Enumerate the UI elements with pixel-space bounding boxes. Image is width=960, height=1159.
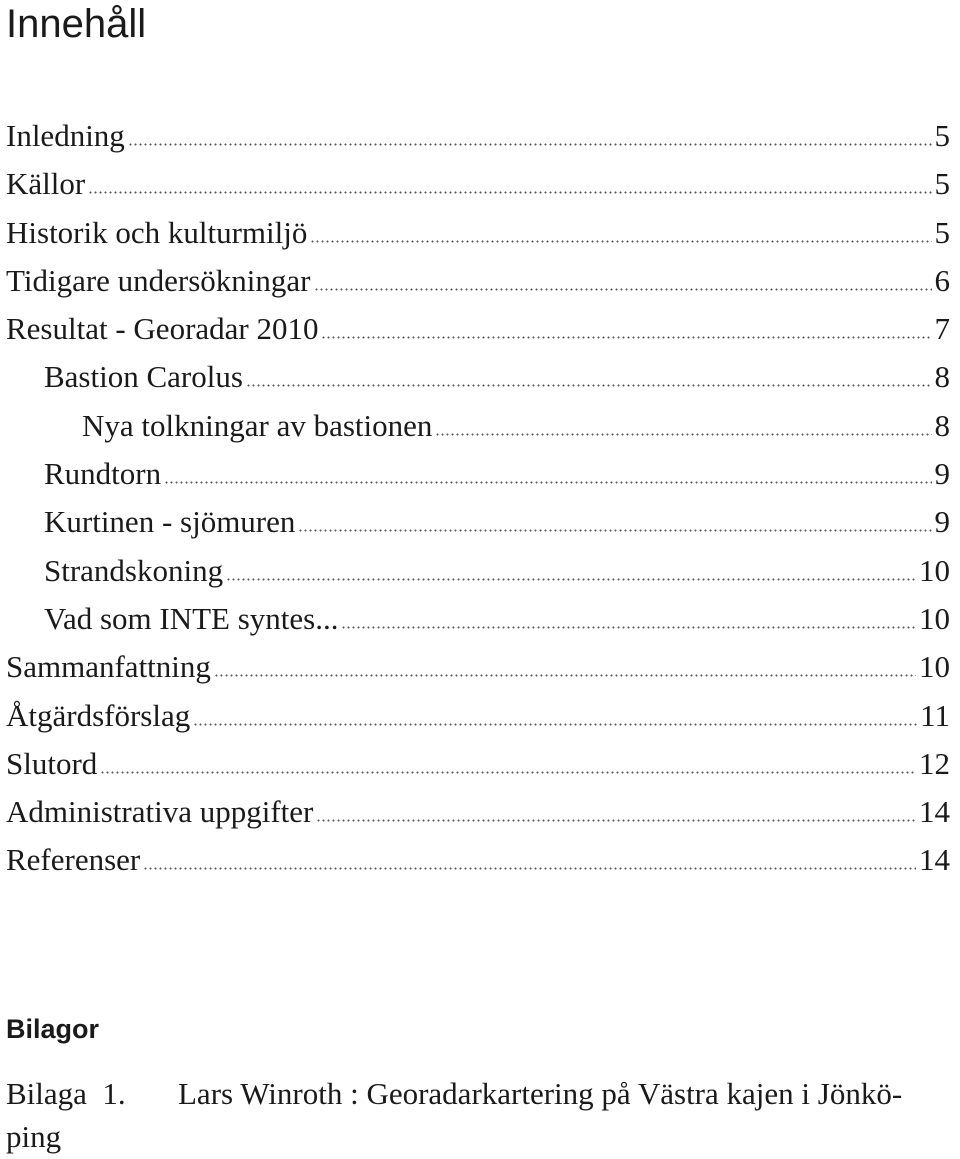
appendix-heading: Bilagor <box>6 1014 100 1044</box>
toc-page-number: 5 <box>934 118 950 153</box>
toc-entry[interactable] <box>6 215 950 263</box>
toc-entry[interactable] <box>6 359 950 407</box>
toc-page-number: 14 <box>919 842 950 878</box>
toc-page-number: 10 <box>919 600 950 636</box>
toc-entry-label: Tidigare undersökningar <box>6 262 311 298</box>
toc-entry[interactable] <box>6 311 950 359</box>
toc-entry-label: Nya tolkningar av bastionen <box>82 407 433 443</box>
toc-entry-label: Vad som INTE syntes... <box>44 600 339 636</box>
toc-dot-leader <box>310 240 931 243</box>
toc-entry-label: Rundtorn <box>44 456 162 492</box>
toc-page-number: 10 <box>919 649 950 685</box>
toc-dot-leader <box>100 771 916 774</box>
toc-dot-leader <box>193 723 917 726</box>
table-of-contents <box>6 118 950 891</box>
toc-page-number: 11 <box>920 697 950 733</box>
toc-dot-leader <box>88 191 931 194</box>
toc-dot-leader <box>226 578 916 581</box>
toc-entry[interactable] <box>6 118 950 166</box>
toc-dot-leader <box>435 433 931 436</box>
toc-entry-label: Källor <box>6 166 86 202</box>
toc-entry-label: Åtgärdsförslag <box>6 697 191 733</box>
toc-entry[interactable] <box>6 263 950 311</box>
toc-page-number: 9 <box>934 504 950 540</box>
toc-page-number: 7 <box>934 311 950 347</box>
toc-entry[interactable] <box>6 166 950 214</box>
toc-page-number: 10 <box>919 552 950 588</box>
toc-dot-leader <box>316 819 916 822</box>
toc-entry-label: Strandskoning <box>44 552 224 588</box>
toc-entry-label: Resultat - Georadar 2010 <box>6 311 319 347</box>
toc-page-number: 6 <box>934 262 950 298</box>
toc-dot-leader <box>164 481 931 484</box>
toc-page-number: 14 <box>919 794 950 830</box>
toc-dot-leader <box>314 288 932 291</box>
toc-entry-label: Inledning <box>6 118 125 153</box>
toc-dot-leader <box>321 336 931 339</box>
appendix-item-label: Bilaga 1. <box>6 1076 126 1111</box>
toc-dot-leader <box>214 674 916 677</box>
toc-entry[interactable] <box>6 504 950 552</box>
toc-dot-leader <box>298 529 931 532</box>
toc-entry[interactable] <box>6 698 950 746</box>
toc-page-number: 5 <box>934 166 950 202</box>
toc-page-number: 12 <box>919 745 950 781</box>
toc-entry-label: Bastion Carolus <box>44 359 243 395</box>
toc-entry[interactable] <box>6 553 950 601</box>
toc-entry[interactable] <box>6 746 950 794</box>
toc-page-number: 9 <box>934 456 950 492</box>
toc-entry[interactable] <box>6 601 950 649</box>
toc-page-number: 5 <box>934 214 950 250</box>
toc-entry[interactable] <box>6 456 950 504</box>
toc-entry-label: Administrativa uppgifter <box>6 794 314 830</box>
toc-page-number: 8 <box>934 407 950 443</box>
toc-dot-leader <box>341 626 916 629</box>
toc-dot-leader <box>143 867 916 870</box>
toc-entry-label: Referenser <box>6 842 141 878</box>
toc-entry[interactable] <box>6 649 950 697</box>
toc-entry[interactable] <box>6 842 950 890</box>
appendix-item-text-continued: ping <box>6 1119 62 1154</box>
toc-dot-leader <box>246 384 932 387</box>
toc-entry-label: Historik och kulturmiljö <box>6 214 308 250</box>
toc-dot-leader <box>128 143 932 146</box>
appendix-item[interactable] <box>6 1072 956 1158</box>
toc-entry-label: Sammanfattning <box>6 649 211 685</box>
appendix-item-text: Lars Winroth : Georadarkartering på Västra kajen i Jönkö- <box>178 1076 903 1111</box>
toc-entry-label: Kurtinen - sjömuren <box>44 504 296 540</box>
toc-entry[interactable] <box>6 408 950 456</box>
page-title: Innehåll <box>6 2 147 46</box>
toc-entry-label: Slutord <box>6 745 98 781</box>
toc-entry[interactable] <box>6 794 950 842</box>
toc-page-number: 8 <box>934 359 950 395</box>
